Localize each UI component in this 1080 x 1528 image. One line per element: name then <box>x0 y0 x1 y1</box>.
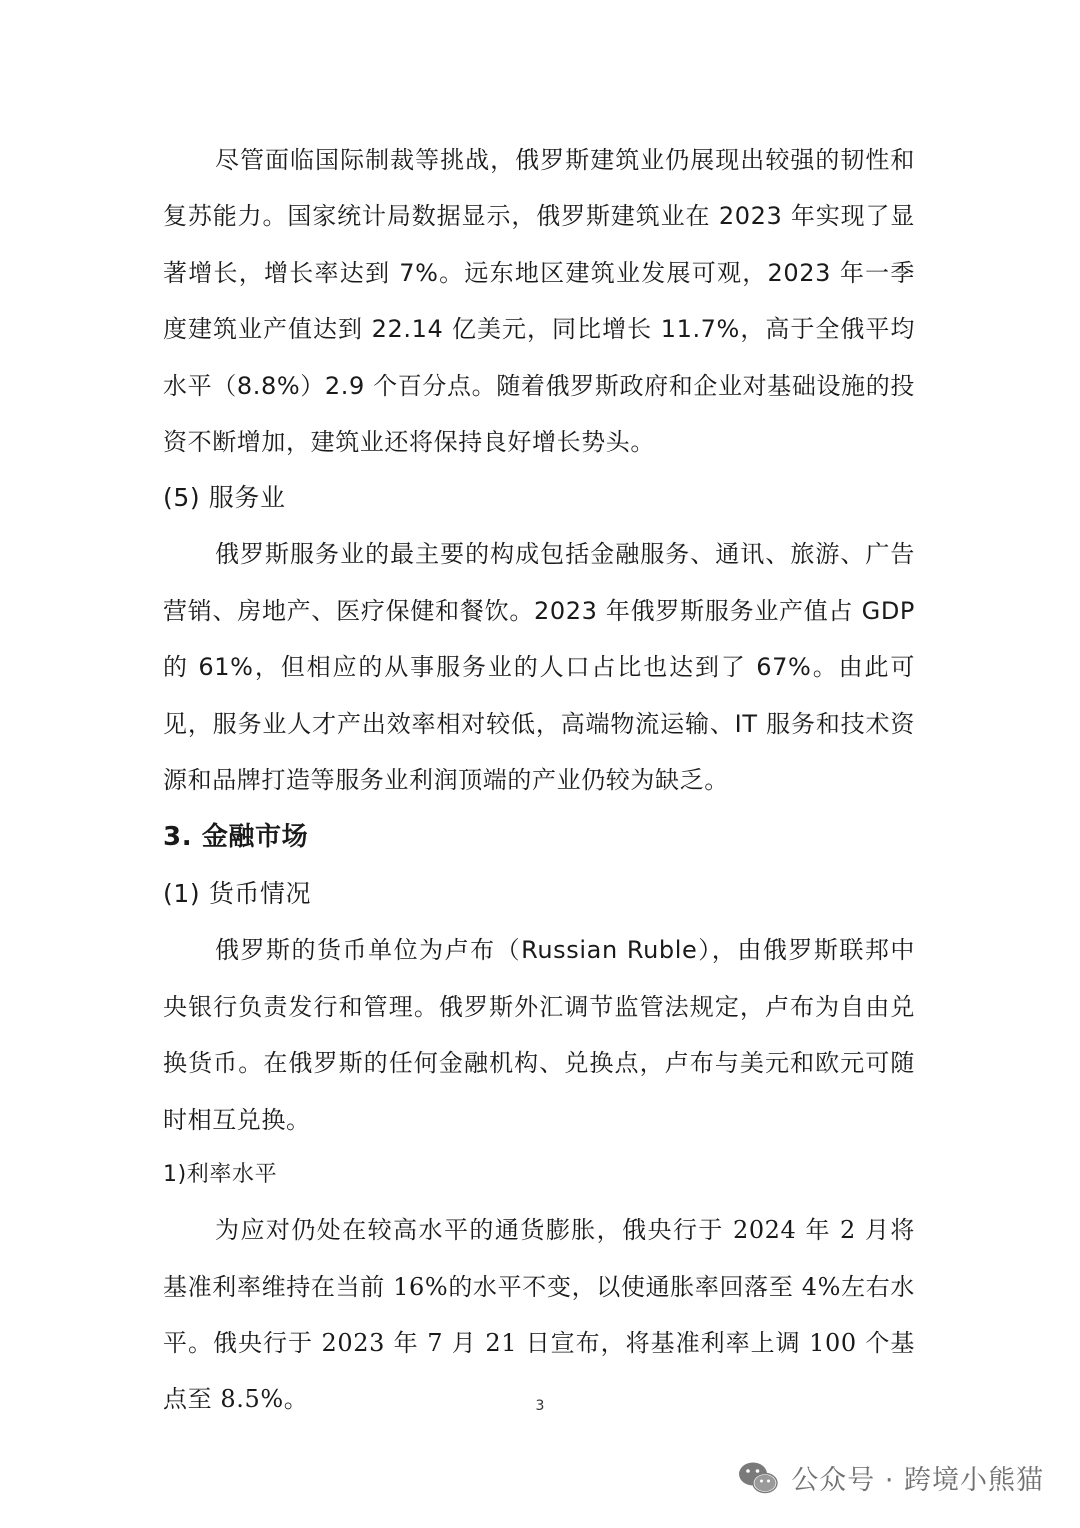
watermark-text: 公众号 · 跨境小熊猫 <box>791 1465 1044 1496</box>
page-number: 3 <box>535 1398 545 1414</box>
document-body <box>163 132 915 1428</box>
heading-interest-rate: 1)利率水平 <box>163 1162 278 1188</box>
wechat-icon <box>737 1460 779 1496</box>
heading-financial-market: 3. 金融市场 <box>163 822 309 853</box>
heading-services: (5) 服务业 <box>163 483 286 513</box>
heading-currency: (1) 货币情况 <box>163 879 312 909</box>
watermark <box>737 1458 1044 1497</box>
paragraph-construction: 尽管面临国际制裁等挑战，俄罗斯建筑业仍展现出较强的韧性和复苏能力。国家统计局数据显示，俄罗斯建筑业在 2023 年实现了显著增长，增长率达到 7%。远东地区建筑业发展可观，2023 年一季度建筑业产值达到 22.14 亿美元，同比增长 11.7%，高于全俄平均水平（8.8%）2.9 个百分点。随着俄罗斯政府和企业对基础设施的投资不断增加，建筑业还将保持良好增长势头。 <box>163 146 915 457</box>
paragraph-services: 俄罗斯服务业的最主要的构成包括金融服务、通讯、旅游、广告营销、房地产、医疗保健和餐饮。2023 年俄罗斯服务业产值占 GDP 的 61%，但相应的从事服务业的人口占比也达到了 67%。由此可见，服务业人才产出效率相对较低，高端物流运输、IT 服务和技术资源和品牌打造等服务业利润顶端的产业仍较为缺乏。 <box>163 540 915 795</box>
paragraph-interest-rate: 为应对仍处在较高水平的通货膨胀，俄央行于 2024 年 2 月将基准利率维持在当前 16%的水平不变，以使通胀率回落至 4%左右水平。俄央行于 2023 年 7 月 21 日宣布，将基准利率上调 100 个基点至 8.5%。 <box>163 1216 915 1414</box>
paragraph-currency: 俄罗斯的货币单位为卢布（Russian Ruble），由俄罗斯联邦中央银行负责发行和管理。俄罗斯外汇调节监管法规定，卢布为自由兑换货币。在俄罗斯的任何金融机构、兑换点，卢布与美元和欧元可随时相互兑换。 <box>163 936 915 1134</box>
